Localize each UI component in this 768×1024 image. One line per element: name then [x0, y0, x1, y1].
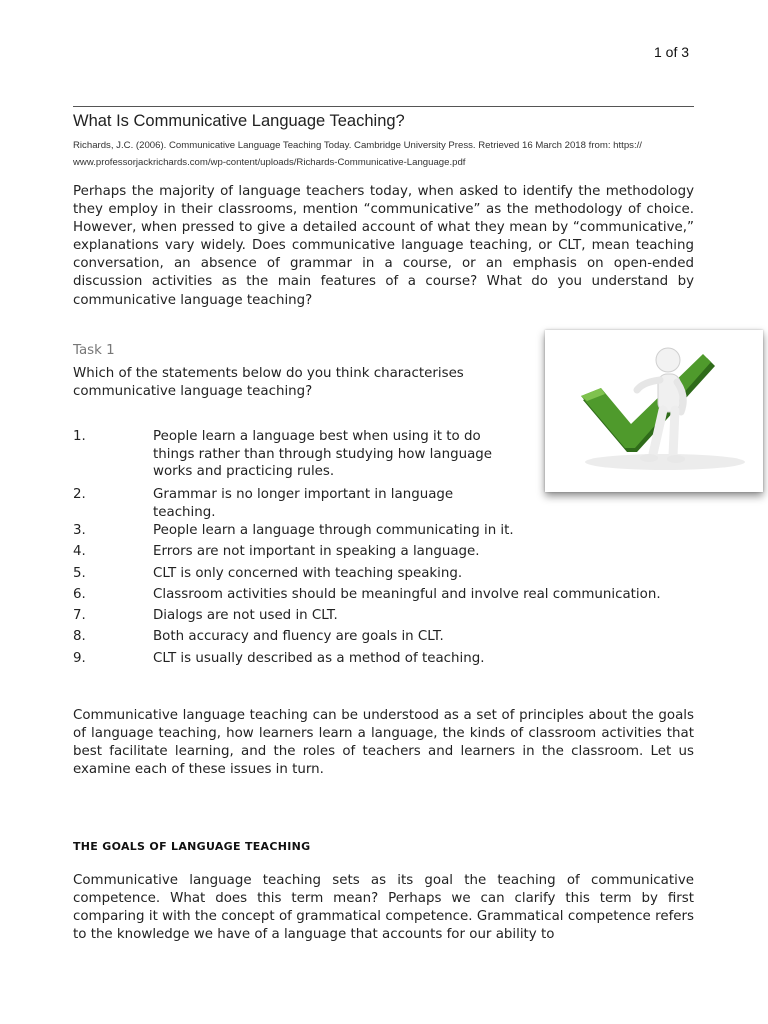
paragraph-goals: Communicative language teaching sets as its goal the teaching of communicative competence. What does this term mean? Perhaps we can clarify this term by first comparing it with the concept of grammatical competence. Grammatical competence refers to the knowledge we have of a language that accounts for our ability to: [73, 873, 694, 943]
statement-number: 5.: [73, 566, 86, 581]
statement-number: 3.: [73, 523, 86, 538]
statement-number: 8.: [73, 629, 86, 644]
statement-number: 9.: [73, 651, 86, 666]
page-indicator: 1 of 3: [654, 44, 690, 60]
statement-line: Dialogs are not used in CLT.: [153, 608, 338, 623]
statement-text: [153, 428, 492, 481]
statement-text: [153, 628, 444, 646]
checkmark-image: [545, 330, 763, 492]
statement-line: CLT is usually described as a method of teaching.: [153, 651, 485, 666]
statement-line: things rather than through studying how language: [153, 446, 493, 462]
intro-paragraph: Perhaps the majority of language teachers today, when asked to identify the methodology they employ in their classrooms, mention “communicative” as the methodology of choice. However, when pressed to give a detailed account of what they mean by “communicative,” explanations vary widely. Does communicative language teaching, or CLT, mean teaching conversation, an absence of grammar in a course, or an emphasis on open-ended discussion activities as the main features of a course? What do you understand by communicative language teaching?: [73, 184, 694, 308]
citation: [73, 137, 698, 171]
paragraph-principles: Communicative language teaching can be understood as a set of principles about the goals of language teaching, how learners learn a language, the kinds of classroom activities that best facilitate learning, and the roles of teachers and learners in the classroom. Let us examine each of these issues in turn.: [73, 708, 694, 778]
statement-line: People learn a language through communicating in it.: [153, 523, 514, 538]
statement-number: 2.: [73, 487, 86, 502]
statement-line: teaching.: [153, 504, 216, 520]
statement-number: 6.: [73, 587, 86, 602]
statement-text: [153, 586, 661, 604]
statement-line: People learn a language best when using it to do: [153, 429, 481, 444]
statement-text: [153, 565, 462, 583]
checkmark-figure-icon: [545, 330, 763, 492]
statement-line: works and practicing rules.: [153, 464, 335, 479]
statement-number: 7.: [73, 608, 86, 623]
statement-text: [153, 486, 453, 521]
statement-line: Both accuracy and fluency are goals in CLT.: [153, 629, 444, 644]
header-rule: [73, 106, 694, 107]
citation-line-2: www.professorjackrichards.com/wp-content/uploads/Richards-Communicative-Language.pdf: [73, 157, 466, 168]
statement-line: Errors are not important in speaking a language.: [153, 544, 480, 559]
citation-line-1: Richards, J.C. (2006). Communicative Language Teaching Today. Cambridge University Press. Retrieved 16 March 2018 from: https://: [73, 140, 642, 151]
statement-line: CLT is only concerned with teaching speaking.: [153, 566, 463, 581]
statement-line: Grammar is no longer important in language: [153, 487, 454, 502]
statement-text: [153, 607, 338, 625]
statement-number: 1.: [73, 429, 86, 444]
statement-text: [153, 522, 514, 540]
section-heading: THE GOALS OF LANGUAGE TEACHING: [73, 840, 311, 853]
statement-line: Classroom activities should be meaningful and involve real communication.: [153, 587, 661, 602]
statement-text: [153, 650, 484, 668]
task-label: Task 1: [73, 343, 115, 358]
statement-number: 4.: [73, 544, 86, 559]
document-title: What Is Communicative Language Teaching?: [73, 112, 405, 130]
task-question: Which of the statements below do you think characterises communicative language teaching?: [73, 366, 464, 399]
statement-text: [153, 543, 480, 561]
